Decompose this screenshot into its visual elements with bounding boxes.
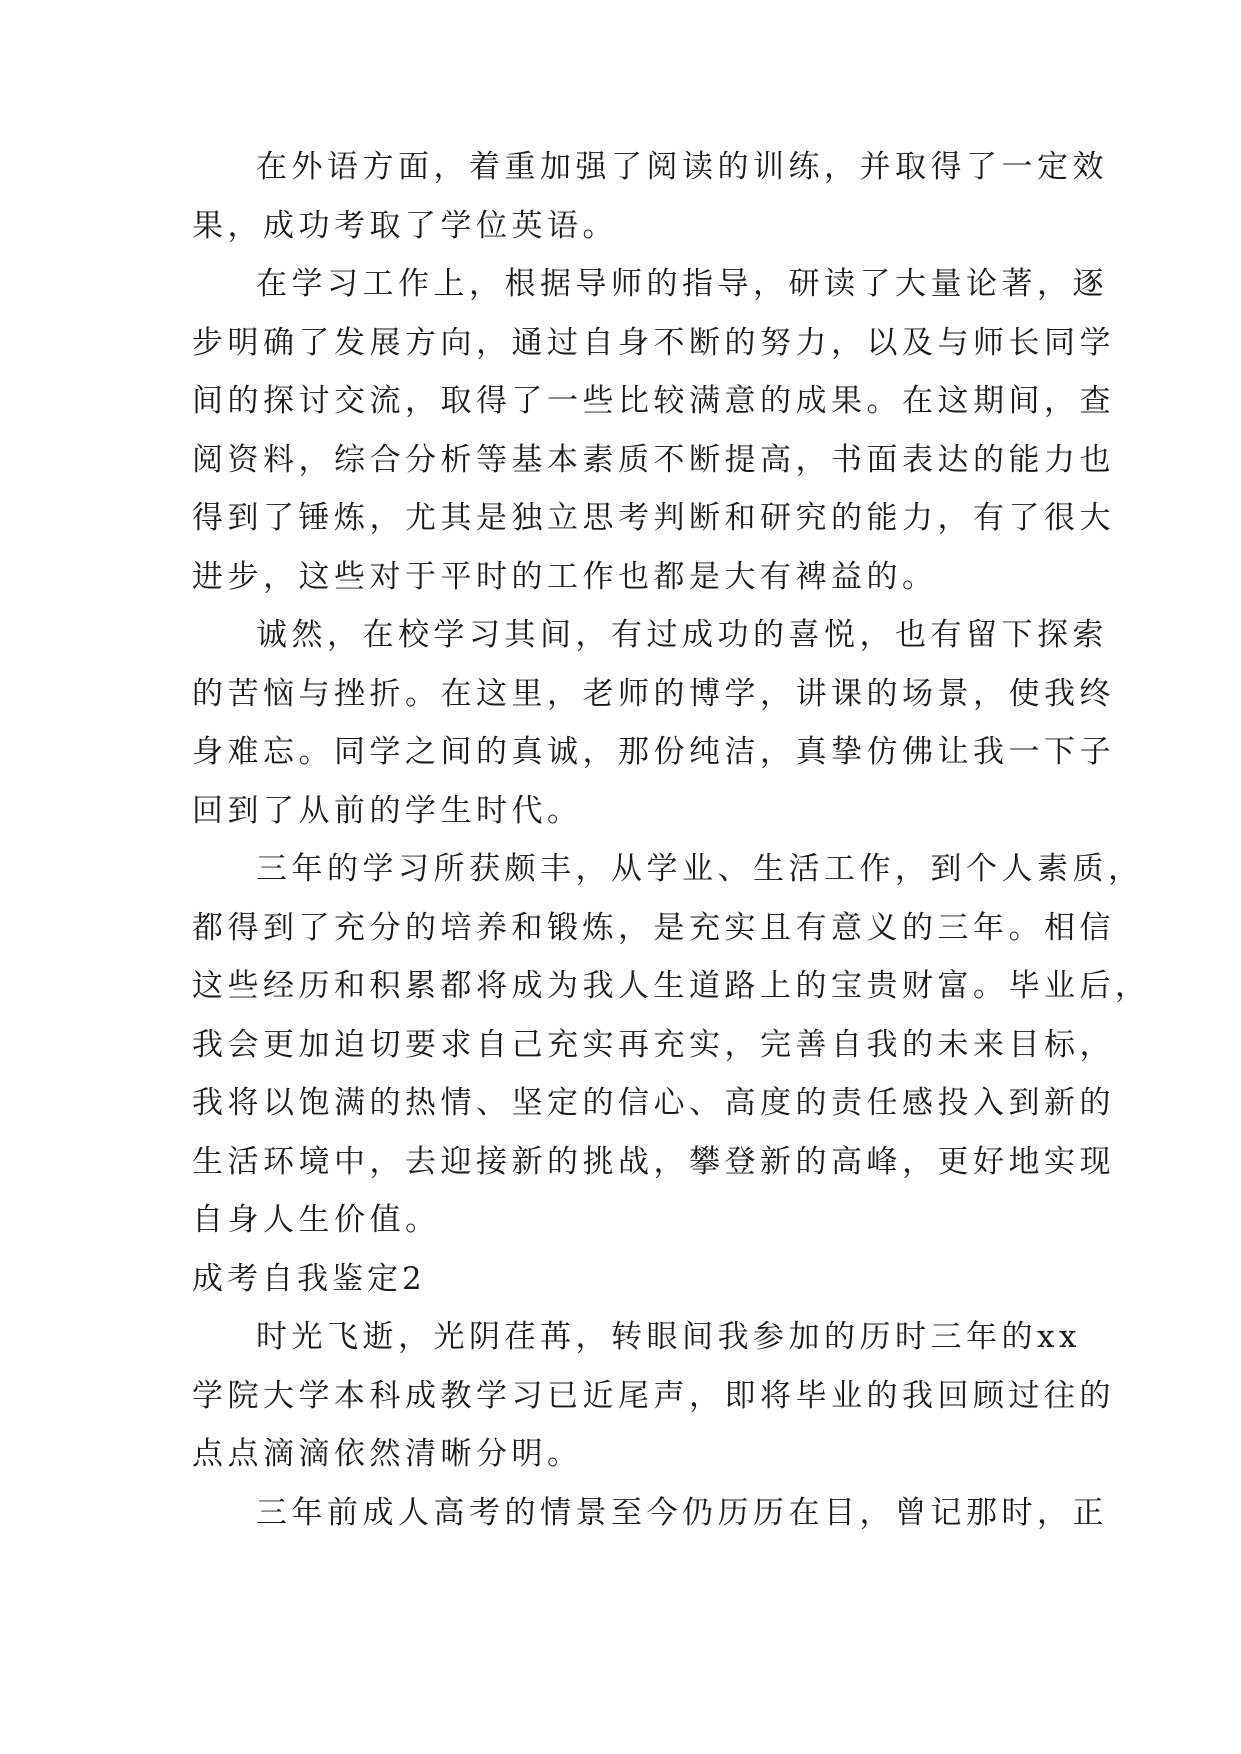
paragraph-line: 这些经历和积累都将成为我人生道路上的宝贵财富。毕业后， — [192, 968, 1151, 1004]
paragraph-line: 都得到了充分的培养和锻炼，是充实且有意义的三年。相信 — [192, 909, 1115, 946]
section-heading: 成考自我鉴定2 — [192, 1260, 426, 1297]
paragraph-line: 生活环境中，去迎接新的挑战，攀登新的高峰，更好地实现 — [192, 1143, 1115, 1180]
paragraph-line: 我将以饱满的热情、坚定的信心、高度的责任感投入到新的 — [192, 1085, 1115, 1121]
paragraph-line: 在学习工作上，根据导师的指导，研读了大量论著，逐 — [256, 266, 1108, 302]
paragraph-line: 三年的学习所获颇丰，从学业、生活工作，到个人素质， — [256, 851, 1144, 887]
paragraph — [192, 255, 1115, 606]
paragraph — [192, 840, 1151, 1250]
paragraph — [192, 1308, 1115, 1484]
paragraph-line: 学院大学本科成教学习已近尾声，即将毕业的我回顾过往的 — [192, 1377, 1115, 1414]
paragraph-line: 诚然，在校学习其间，有过成功的喜悦，也有留下探索 — [256, 617, 1108, 653]
paragraph-line: 步明确了发展方向，通过自身不断的努力，以及与师长同学 — [192, 324, 1115, 361]
paragraph-line: 三年前成人高考的情景至今仍历历在目，曾记那时，正 — [256, 1494, 1108, 1531]
document-body — [192, 138, 1151, 1542]
paragraph-line: 身难忘。同学之间的真诚，那份纯洁，真挚仿佛让我一下子 — [192, 734, 1115, 770]
paragraph-line: 的苦恼与挫折。在这里，老师的博学，讲课的场景，使我终 — [192, 675, 1115, 712]
paragraph-line: 阅资料，综合分析等基本素质不断提高，书面表达的能力也 — [192, 441, 1115, 478]
paragraph — [192, 138, 1108, 255]
paragraph-line: 得到了锤炼，尤其是独立思考判断和研究的能力，有了很大 — [192, 500, 1115, 536]
paragraph-line: 在外语方面，着重加强了阅读的训练，并取得了一定效 — [256, 149, 1108, 185]
paragraph-line: 回到了从前的学生时代。 — [192, 792, 583, 829]
paragraph-line: 点点滴滴依然清晰分明。 — [192, 1436, 583, 1472]
paragraph — [192, 606, 1115, 840]
paragraph-line: 进步，这些对于平时的工作也都是大有裨益的。 — [192, 558, 938, 595]
paragraph-line: 我会更加迫切要求自己充实再充实，完善自我的未来目标， — [192, 1026, 1115, 1063]
paragraph — [192, 1484, 1108, 1543]
paragraph-line: 自身人生价值。 — [192, 1202, 441, 1238]
paragraph-line: 果，成功考取了学位英语。 — [192, 207, 618, 244]
paragraph-line: 间的探讨交流，取得了一些比较满意的成果。在这期间，查 — [192, 383, 1115, 419]
paragraph-line: 时光飞逝，光阴荏苒，转眼间我参加的历时三年的xx — [256, 1319, 1081, 1355]
